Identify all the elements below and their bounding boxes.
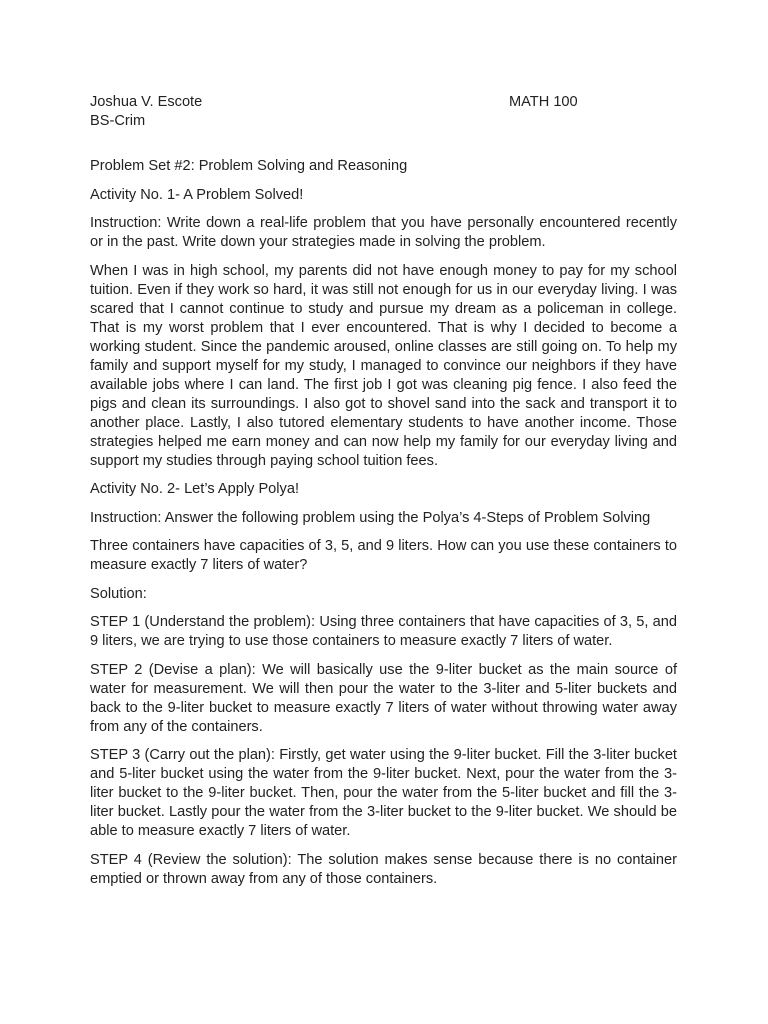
course-code: MATH 100 xyxy=(509,94,578,110)
activity1-title: Activity No. 1- A Problem Solved! xyxy=(90,186,304,203)
step-4: STEP 4 (Review the solution): The solution makes sense because there is no container emptied or thrown away from any of those containers. xyxy=(90,851,677,887)
activity2-instruction: Instruction: Answer the following problem using the Polya’s 4-Steps of Problem Solving xyxy=(90,509,651,526)
author-name: Joshua V. Escote xyxy=(90,94,203,110)
step-2: STEP 2 (Devise a plan): We will basically use the 9-liter bucket as the main source of water for measurement. We will then pour the water to the 3-liter and 5-liter buckets and back to the 9-liter bucket to measure exactly 7 liters of water without throwing water away from any of the containers. xyxy=(90,661,677,735)
step-1: STEP 1 (Understand the problem): Using three containers that have capacities of 3, 5, and 9 liters, we are trying to use those containers to measure exactly 7 liters of water. xyxy=(90,614,677,649)
step-3: STEP 3 (Carry out the plan): Firstly, get water using the 9-liter bucket. Fill the 3-liter bucket and 5-liter bucket using the water from the 9-liter bucket. Next, pour the water from the 3-liter bucket to the 9-liter bucket. Then, pour the water from the 5-liter bucket and fill the 3-liter bucket. Lastly pour the water from the 3-liter bucket to the 9-liter bucket. We should be able to measure exactly 7 liters of water. xyxy=(90,747,677,839)
document-page xyxy=(90,93,677,889)
activity1-instruction: Instruction: Write down a real-life problem that you have personally encountered recently or in the past. Write down your strategies made in solving the problem. xyxy=(90,215,677,250)
solution-label: Solution: xyxy=(90,585,147,602)
problem-set-title: Problem Set #2: Problem Solving and Reasoning xyxy=(90,158,408,174)
activity2-title: Activity No. 2- Let’s Apply Polya! xyxy=(90,481,300,497)
header-row xyxy=(90,93,677,112)
program-name: BS-Crim xyxy=(90,113,146,129)
activity2-problem: Three containers have capacities of 3, 5, and 9 liters. How can you use these containers to measure exactly 7 liters of water? xyxy=(90,538,677,573)
activity1-answer: When I was in high school, my parents did not have enough money to pay for my school tuition. Even if they work so hard, it was still not enough for us in our everyday living. I was scared that I cannot continue to study and pursue my dream as a policeman in college. That is my worst problem that I ever encountered. That is why I decided to become a working student. Since the pandemic aroused, online classes are still going on. To help my family and support myself for my study, I managed to convince our neighbors if they have available jobs where I can land. The first job I got was cleaning pig fence. I also feed the pigs and clean its surroundings. I also got to shovel sand into the sack and transport it to another place. Lastly, I also tutored elementary students to have another income. Those strategies helped me earn money and can now help my family for our everyday living and support my studies through paying school tuition fees. xyxy=(90,262,677,469)
